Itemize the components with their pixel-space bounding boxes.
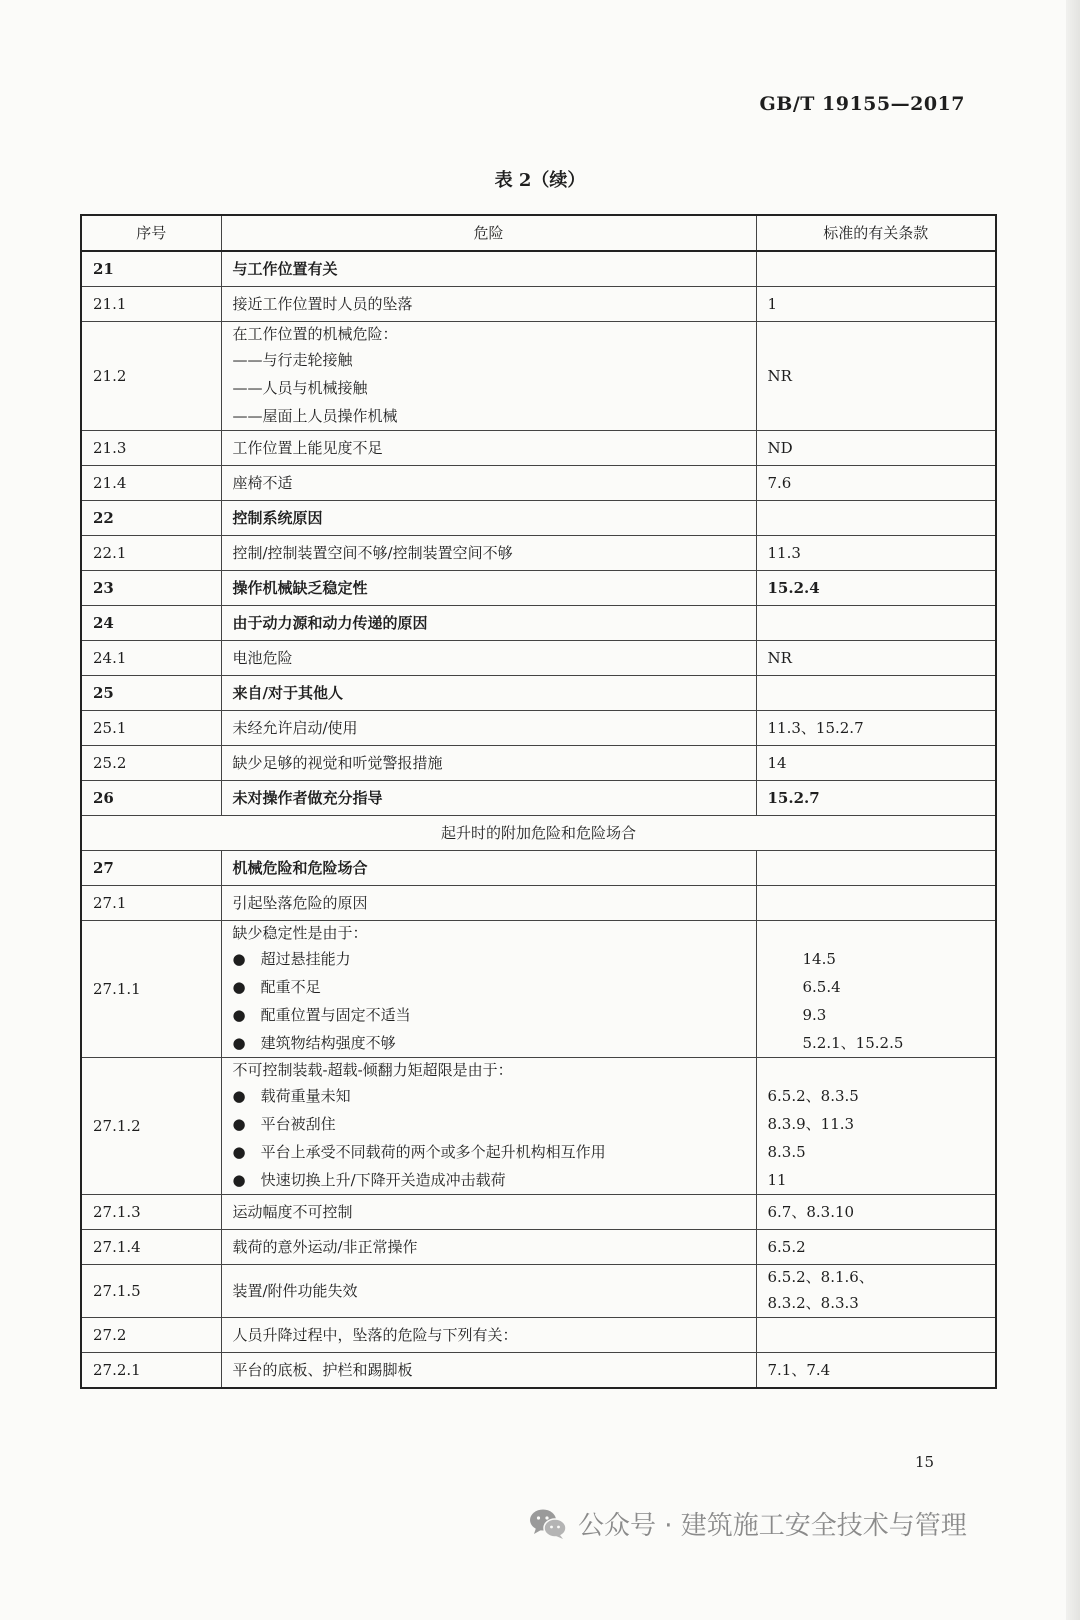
row-number: 27.2 xyxy=(81,1318,221,1353)
hazard-text: 载荷的意外运动/非正常操作 xyxy=(232,1238,418,1256)
row-number: 27.1 xyxy=(81,886,221,921)
hazard-cell xyxy=(221,1058,756,1195)
table-row xyxy=(81,1195,996,1230)
clause-text: 14 xyxy=(767,754,787,772)
clause-cell xyxy=(756,1058,996,1195)
clause-text: 11.3、15.2.7 xyxy=(767,719,864,737)
hazard-cell xyxy=(221,1230,756,1265)
table-row xyxy=(81,571,996,606)
clause-text: 9.3 xyxy=(802,1006,827,1024)
standard-code: GB/T 19155—2017 xyxy=(759,93,965,115)
table-row xyxy=(81,851,996,886)
row-number: 24 xyxy=(81,606,221,641)
table-row xyxy=(81,322,996,431)
hazard-cell xyxy=(221,1195,756,1230)
hazard-text: 电池危险 xyxy=(232,649,293,667)
hazard-text: ● 快速切换上升/下降开关造成冲击载荷 xyxy=(232,1171,506,1189)
row-number: 25.1 xyxy=(81,711,221,746)
clause-cell xyxy=(756,501,996,536)
clause-text: 11 xyxy=(767,1171,787,1189)
hazard-text: ● 配重不足 xyxy=(232,978,321,996)
hazard-text: 未对操作者做充分指导 xyxy=(232,789,383,807)
clause-text: 7.6 xyxy=(767,474,792,492)
hazard-text: ● 配重位置与固定不适当 xyxy=(232,1006,411,1024)
table-row xyxy=(81,1230,996,1265)
row-number: 22.1 xyxy=(81,536,221,571)
table-body xyxy=(81,251,996,1388)
hazard-cell xyxy=(221,851,756,886)
clause-cell xyxy=(756,746,996,781)
hazard-cell xyxy=(221,746,756,781)
clause-cell xyxy=(756,1353,996,1389)
clause-cell xyxy=(756,886,996,921)
row-number: 25 xyxy=(81,676,221,711)
hazard-text: 在工作位置的机械危险： xyxy=(232,325,398,343)
table-row xyxy=(81,641,996,676)
table-row xyxy=(81,711,996,746)
hazard-text: ——与行走轮接触 xyxy=(232,351,353,369)
page-number: 15 xyxy=(915,1453,935,1471)
clause-text: 8.3.2、8.3.3 xyxy=(767,1294,859,1312)
hazard-text: 未经允许启动/使用 xyxy=(232,719,358,737)
row-number: 21.2 xyxy=(81,322,221,431)
hazard-text: 由于动力源和动力传递的原因 xyxy=(232,614,428,632)
clause-text: 14.5 xyxy=(802,950,836,968)
hazard-text: 人员升降过程中，坠落的危险与下列有关： xyxy=(232,1326,518,1344)
clause-text: 6.7、8.3.10 xyxy=(767,1203,855,1221)
clause-text: 6.5.2、8.3.5 xyxy=(767,1087,859,1105)
hazard-text: 装置/附件功能失效 xyxy=(232,1282,358,1300)
hazard-cell xyxy=(221,641,756,676)
section-heading-row xyxy=(81,816,996,851)
clause-text: 15.2.4 xyxy=(767,579,820,597)
hazard-text: 机械危险和危险场合 xyxy=(232,859,368,877)
hazard-table xyxy=(80,214,997,1389)
clause-cell xyxy=(756,781,996,816)
hazard-cell xyxy=(221,466,756,501)
clause-text: NR xyxy=(767,367,792,385)
clause-cell xyxy=(756,1230,996,1265)
table-row xyxy=(81,781,996,816)
table-row xyxy=(81,1353,996,1389)
hazard-text: ——人员与机械接触 xyxy=(232,379,368,397)
table-row xyxy=(81,1058,996,1195)
row-number: 27.1.3 xyxy=(81,1195,221,1230)
table-row xyxy=(81,466,996,501)
clause-cell xyxy=(756,536,996,571)
clause-cell xyxy=(756,606,996,641)
hazard-cell xyxy=(221,251,756,287)
hazard-cell xyxy=(221,606,756,641)
clause-cell xyxy=(756,431,996,466)
table-row xyxy=(81,921,996,1058)
hazard-cell xyxy=(221,1353,756,1389)
hazard-cell xyxy=(221,886,756,921)
hazard-text: 缺少稳定性是由于： xyxy=(232,924,368,942)
hazard-text: 缺少足够的视觉和听觉警报措施 xyxy=(232,754,443,772)
column-header-hazard: 危险 xyxy=(221,215,756,251)
hazard-text: 控制系统原因 xyxy=(232,509,323,527)
row-number: 24.1 xyxy=(81,641,221,676)
hazard-text: 运动幅度不可控制 xyxy=(232,1203,353,1221)
hazard-cell xyxy=(221,322,756,431)
clause-cell xyxy=(756,1195,996,1230)
row-number: 21 xyxy=(81,251,221,287)
clause-text: 6.5.2、8.1.6、 xyxy=(767,1268,874,1286)
row-number: 27.1.4 xyxy=(81,1230,221,1265)
hazard-text: ● 载荷重量未知 xyxy=(232,1087,351,1105)
table-row xyxy=(81,431,996,466)
watermark xyxy=(528,1505,967,1542)
clause-text: ND xyxy=(767,439,793,457)
clause-text: 6.5.4 xyxy=(802,978,841,996)
hazard-cell xyxy=(221,501,756,536)
table-title: 表 2（续） xyxy=(494,170,586,191)
table-row xyxy=(81,536,996,571)
clause-cell xyxy=(756,1318,996,1353)
hazard-text: 座椅不适 xyxy=(232,474,293,492)
clause-text: 5.2.1、15.2.5 xyxy=(802,1034,904,1052)
hazard-text: 工作位置上能见度不足 xyxy=(232,439,383,457)
hazard-text: ● 超过悬挂能力 xyxy=(232,950,351,968)
column-header-clause: 标准的有关条款 xyxy=(756,215,996,251)
row-number: 27 xyxy=(81,851,221,886)
row-number: 22 xyxy=(81,501,221,536)
hazard-text: 引起坠落危险的原因 xyxy=(232,894,368,912)
row-number: 23 xyxy=(81,571,221,606)
clause-cell xyxy=(756,322,996,431)
row-number: 25.2 xyxy=(81,746,221,781)
clause-text: 8.3.9、11.3 xyxy=(767,1115,855,1133)
hazard-text: 平台的底板、护栏和踢脚板 xyxy=(232,1361,413,1379)
clause-text xyxy=(768,1058,985,1082)
clause-cell xyxy=(756,571,996,606)
row-number: 27.1.1 xyxy=(81,921,221,1058)
hazard-cell xyxy=(221,1265,756,1318)
hazard-cell xyxy=(221,431,756,466)
hazard-text: ● 平台被刮住 xyxy=(232,1115,336,1133)
table-row xyxy=(81,501,996,536)
hazard-text: ● 建筑物结构强度不够 xyxy=(232,1034,396,1052)
wechat-icon xyxy=(528,1507,568,1541)
table-header-row xyxy=(81,215,996,251)
clause-cell xyxy=(756,851,996,886)
hazard-cell xyxy=(221,571,756,606)
clause-text xyxy=(768,921,985,945)
table-row xyxy=(81,1265,996,1318)
hazard-text: ● 平台上承受不同载荷的两个或多个起升机构相互作用 xyxy=(232,1143,606,1161)
clause-text: 6.5.2 xyxy=(767,1238,806,1256)
clause-text: 7.1、7.4 xyxy=(767,1361,831,1379)
hazard-cell xyxy=(221,676,756,711)
hazard-text: 操作机械缺乏稳定性 xyxy=(232,579,368,597)
row-number: 27.1.2 xyxy=(81,1058,221,1195)
clause-cell xyxy=(756,251,996,287)
table-row xyxy=(81,606,996,641)
row-number: 27.1.5 xyxy=(81,1265,221,1318)
row-number: 21.3 xyxy=(81,431,221,466)
clause-cell xyxy=(756,711,996,746)
table-row xyxy=(81,1318,996,1353)
clause-text: 1 xyxy=(767,295,778,313)
hazard-cell xyxy=(221,921,756,1058)
table-row xyxy=(81,251,996,287)
clause-cell xyxy=(756,466,996,501)
row-number: 27.2.1 xyxy=(81,1353,221,1389)
row-number: 26 xyxy=(81,781,221,816)
hazard-text: 不可控制装载-超载-倾翻力矩超限是由于： xyxy=(232,1061,513,1079)
hazard-text: 来自/对于其他人 xyxy=(232,684,343,702)
clause-cell xyxy=(756,641,996,676)
hazard-text: ——屋面上人员操作机械 xyxy=(232,407,398,425)
hazard-text: 与工作位置有关 xyxy=(232,260,338,278)
column-header-number: 序号 xyxy=(81,215,221,251)
section-heading: 起升时的附加危险和危险场合 xyxy=(81,816,996,851)
hazard-cell xyxy=(221,1318,756,1353)
row-number: 21.4 xyxy=(81,466,221,501)
row-number: 21.1 xyxy=(81,287,221,322)
hazard-cell xyxy=(221,781,756,816)
table-row xyxy=(81,746,996,781)
hazard-cell xyxy=(221,536,756,571)
clause-cell xyxy=(756,921,996,1058)
watermark-text: 公众号 · 建筑施工安全技术与管理 xyxy=(578,1511,967,1541)
clause-text: 11.3 xyxy=(767,544,801,562)
hazard-text: 接近工作位置时人员的坠落 xyxy=(232,295,413,313)
clause-text: 15.2.7 xyxy=(767,789,820,807)
hazard-text: 控制/控制装置空间不够/控制装置空间不够 xyxy=(232,544,513,562)
clause-cell xyxy=(756,676,996,711)
table-row xyxy=(81,676,996,711)
clause-text: NR xyxy=(767,649,792,667)
hazard-cell xyxy=(221,711,756,746)
table-row xyxy=(81,287,996,322)
clause-cell xyxy=(756,287,996,322)
clause-cell xyxy=(756,1265,996,1318)
page-edge xyxy=(1066,0,1080,1620)
hazard-cell xyxy=(221,287,756,322)
table-row xyxy=(81,886,996,921)
clause-text: 8.3.5 xyxy=(767,1143,806,1161)
